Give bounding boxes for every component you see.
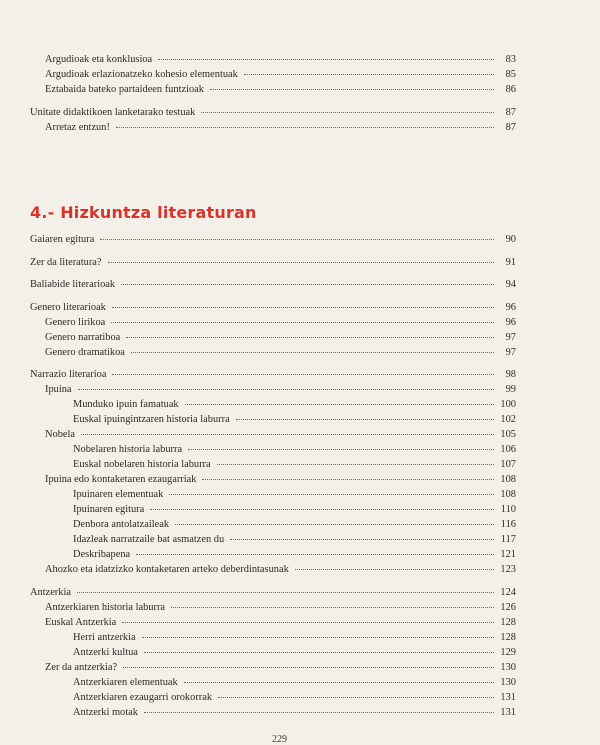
toc-entry (30, 427, 516, 442)
dot-leader (142, 637, 494, 638)
dot-leader (158, 59, 494, 60)
toc-entry-title: Idazleak narratzaile bat asmatzen du (73, 534, 225, 545)
toc-entry (30, 487, 516, 502)
toc-entry-title: Antzerkiaren historia laburra (45, 602, 166, 613)
toc-entry-title: Ipuina (45, 384, 72, 395)
dot-leader (131, 352, 494, 353)
toc-entry-title: Zer da literatura? (30, 257, 102, 268)
dot-leader (218, 697, 494, 698)
toc-entry (30, 120, 516, 135)
toc-entry-page: 86 (505, 84, 516, 95)
dot-leader (188, 449, 494, 450)
toc-entry-page: 110 (500, 504, 516, 515)
toc-entry-page: 108 (500, 474, 516, 485)
dot-leader (78, 389, 494, 390)
dot-leader (136, 554, 494, 555)
toc-entry-page: 108 (500, 489, 516, 500)
toc-entry-title: Argudioak erlazionatzeko kohesio elementuak (45, 69, 238, 80)
toc-entry-page: 94 (505, 279, 516, 290)
toc-entry-title: Gaiaren egitura (30, 234, 95, 245)
toc-entry-title: Euskal Antzerkia (45, 617, 117, 628)
toc-entry-page: 91 (505, 257, 516, 268)
dot-leader (175, 524, 494, 525)
dot-leader (295, 569, 494, 570)
dot-leader (111, 322, 494, 323)
dot-leader (244, 74, 494, 75)
toc-entry-page: 117 (500, 534, 516, 545)
toc-entry (30, 690, 516, 705)
toc-entry-page: 129 (500, 647, 516, 658)
toc-entry (30, 82, 516, 97)
toc-entry-page: 98 (505, 369, 516, 380)
toc-entry (30, 615, 516, 630)
dot-leader (126, 337, 494, 338)
dot-leader (77, 592, 494, 593)
toc-entry-page: 85 (505, 69, 516, 80)
toc-entry-title: Ipuinaren egitura (73, 504, 145, 515)
dot-leader (201, 112, 494, 113)
toc-entry-page: 100 (500, 399, 516, 410)
toc-entry (30, 277, 516, 292)
toc-entry-title: Narrazio literarioa (30, 369, 107, 380)
dot-leader (81, 434, 494, 435)
toc-entry-page: 105 (500, 429, 516, 440)
toc-entry-page: 130 (500, 662, 516, 673)
dot-leader (150, 509, 494, 510)
toc-entry (30, 645, 516, 660)
toc-entry-title: Euskal ipuingintzaren historia laburra (73, 414, 230, 425)
toc-entry-page: 90 (505, 234, 516, 245)
toc-entry (30, 630, 516, 645)
toc-entry-page: 99 (505, 384, 516, 395)
dot-leader (108, 262, 494, 263)
toc-entry-title: Nobelaren historia laburra (73, 444, 183, 455)
toc-entry-title: Deskribapena (73, 549, 131, 560)
toc-entry-page: 87 (505, 107, 516, 118)
toc-entry (30, 255, 516, 270)
toc-entry-page: 130 (500, 677, 516, 688)
toc-entry-title: Herri antzerkia (73, 632, 136, 643)
dot-leader (122, 622, 494, 623)
toc-entry (30, 442, 516, 457)
toc-entry-page: 121 (500, 549, 516, 560)
toc-entry-page: 126 (500, 602, 516, 613)
toc-entry-page: 107 (500, 459, 516, 470)
toc-entry-title: Munduko ipuin famatuak (73, 399, 179, 410)
dot-leader (217, 464, 494, 465)
toc-entry (30, 562, 516, 577)
toc-entry-page: 87 (505, 122, 516, 133)
dot-leader (202, 479, 494, 480)
toc-entry (30, 345, 516, 360)
toc-entry-title: Eztabaida bateko partaideen funtzioak (45, 84, 204, 95)
toc-entry-page: 102 (500, 414, 516, 425)
dot-leader (230, 539, 494, 540)
toc-entry (30, 330, 516, 345)
toc-entry-title: Denbora antolatzaileak (73, 519, 170, 530)
dot-leader (184, 682, 494, 683)
toc-entry (30, 675, 516, 690)
toc-entry-page: 124 (500, 587, 516, 598)
toc-entry-title: Zer da antzerkia? (45, 662, 118, 673)
dot-leader (171, 607, 494, 608)
dot-leader (210, 89, 494, 90)
toc-entry-page: 97 (505, 347, 516, 358)
toc-entry (30, 412, 516, 427)
toc-entry (30, 105, 516, 120)
dot-leader (169, 494, 494, 495)
toc-entry-title: Nobela (45, 429, 76, 440)
toc-entry (30, 517, 516, 532)
toc-entry-title: Genero narratiboa (45, 332, 121, 343)
toc-entry (30, 382, 516, 397)
toc-entry (30, 52, 516, 67)
toc-entry-title: Antzerkiaren ezaugarri orokorrak (73, 692, 213, 703)
toc-entry (30, 67, 516, 82)
toc-entry-page: 128 (500, 632, 516, 643)
section-heading: 4.- Hizkuntza literaturan (30, 203, 257, 222)
toc-entry-page: 131 (500, 707, 516, 718)
toc-entry (30, 397, 516, 412)
toc-entry (30, 300, 516, 315)
toc-entry-page: 128 (500, 617, 516, 628)
toc-entry (30, 457, 516, 472)
toc-entry-page: 116 (500, 519, 516, 530)
page-number: 229 (272, 734, 287, 745)
toc-entry-title: Baliabide literarioak (30, 279, 116, 290)
toc-entry (30, 532, 516, 547)
toc-entry-page: 106 (500, 444, 516, 455)
toc-entry (30, 660, 516, 675)
dot-leader (123, 667, 494, 668)
toc-entry-title: Antzerkia (30, 587, 71, 598)
toc-entry-title: Ipuina edo kontaketaren ezaugarriak (45, 474, 197, 485)
toc-entry-title: Genero literarioak (30, 302, 106, 313)
toc-entry (30, 585, 516, 600)
toc-entry-page: 123 (500, 564, 516, 575)
toc-entry-page: 83 (505, 54, 516, 65)
toc-entry-page: 97 (505, 332, 516, 343)
dot-leader (121, 284, 494, 285)
toc-entry-title: Ahozko eta idatzizko kontaketaren arteko deberdintasunak (45, 564, 289, 575)
toc-entry-title: Euskal nobelaren historia laburra (73, 459, 211, 470)
dot-leader (116, 127, 494, 128)
dot-leader (112, 307, 494, 308)
toc-entry-title: Genero dramatikoa (45, 347, 125, 358)
dot-leader (236, 419, 494, 420)
toc-entry (30, 472, 516, 487)
dot-leader (100, 239, 494, 240)
toc-entry (30, 705, 516, 720)
dot-leader (185, 404, 494, 405)
toc-entry-title: Argudioak eta konklusioa (45, 54, 153, 65)
toc-entry-page: 96 (505, 302, 516, 313)
dot-leader (144, 652, 494, 653)
toc-entry (30, 600, 516, 615)
toc-entry-page: 96 (505, 317, 516, 328)
dot-leader (144, 712, 494, 713)
toc-entry-title: Genero lirikoa (45, 317, 106, 328)
toc-entry-title: Unitate didaktikoen lanketarako testuak (30, 107, 196, 118)
toc-entry (30, 547, 516, 562)
toc-entry-title: Antzerki motak (73, 707, 138, 718)
toc-entry-title: Arretaz entzun! (45, 122, 110, 133)
toc-entry-title: Antzerki kultua (73, 647, 138, 658)
toc-entry (30, 367, 516, 382)
toc-entry (30, 502, 516, 517)
toc-entry (30, 315, 516, 330)
toc-entry (30, 232, 516, 247)
dot-leader (112, 374, 494, 375)
toc-entry-title: Antzerkiaren elementuak (73, 677, 178, 688)
toc-entry-page: 131 (500, 692, 516, 703)
toc-entry-title: Ipuinaren elementuak (73, 489, 164, 500)
